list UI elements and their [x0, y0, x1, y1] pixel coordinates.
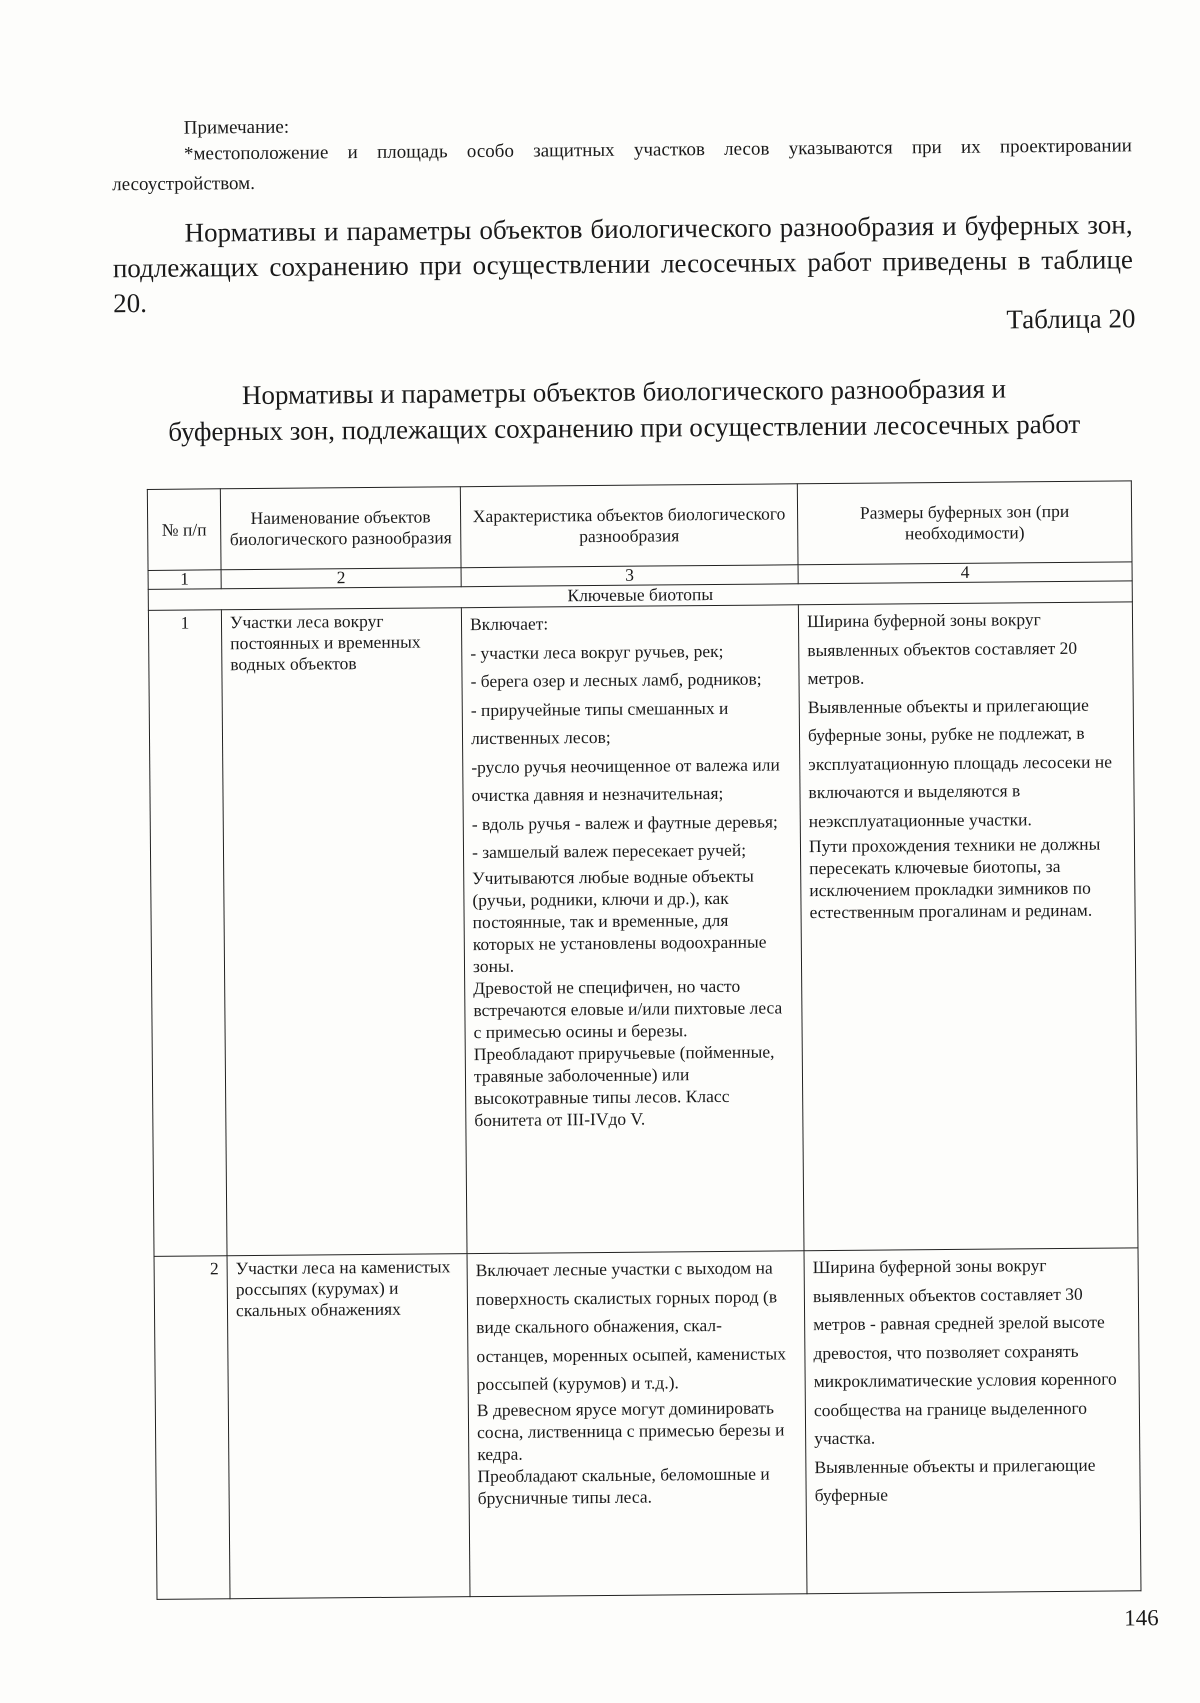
buffer-paragraph: Выявленные объекты и прилегающие буферные зоны, рубке не подлежат, в эксплуатационную площадь лесосеки не включаются и выделяются в неэксплуатационные участки. — [807, 694, 1113, 831]
table-row — [148, 602, 1138, 1257]
buffer-paragraph: Ширина буферной зоны вокруг выявленных объектов составляет 30 метров - равная средней зрелой высоте древостоя, что позволяет сохранять микроклиматические условия коренного сообщества на границе выделенного участка. — [812, 1255, 1117, 1449]
page-number: 146 — [1124, 1605, 1159, 1631]
characteristic-paragraph: Преобладают приручьевые (пойменные, травяные заболоченные) или высокотравные типы лесов. Класс бонитета от III-IVдо V. — [473, 1040, 775, 1130]
characteristic-paragraph: Включает лесные участки с выходом на поверхность скалистых горных пород (в виде скального обнажения, скал- останцев, моренных осыпей, каменистых россыпей (курумов) и т.д.). — [475, 1257, 786, 1395]
note-label: Примечание: — [183, 116, 290, 139]
characteristic-paragraph: Учитываются любые водные объекты (ручьи, родники, ключи и др.), как постоянные, так и временные, для которых не установлены водоохранные зоны. — [472, 865, 767, 976]
section-title: Ключевые биотопы — [148, 581, 1132, 611]
characteristic-line: - вдоль ручья - валеж и фаутные деревья; — [471, 810, 778, 834]
characteristic-paragraph: Древостой не специфичен, но часто встречаются еловые и/или пихтовые леса с примесью осины и березы. — [473, 975, 783, 1042]
column-number: 3 — [461, 565, 798, 587]
table-header-row — [147, 481, 1132, 571]
object-characteristics — [461, 605, 804, 1254]
buffer-zone-size — [804, 1248, 1141, 1594]
characteristic-line: -русло ручья неочищенное от валежа или очистка давняя и незначительная; — [471, 753, 780, 806]
intro-paragraph: Нормативы и параметры объектов биологического разнообразия и буферных зон, подлежащих сохранению при осуществлении лесосечных работ приведены в таблице 20. — [112, 209, 1133, 319]
buffer-paragraph: Ширина буферной зоны вокруг выявленных объектов составляет 20 метров. — [806, 609, 1078, 689]
table-title-line-2: буферных зон, подлежащих сохранению при осуществлении лесосечных работ — [168, 408, 1081, 447]
buffer-zone-size — [798, 602, 1138, 1251]
column-number: 2 — [221, 568, 461, 589]
characteristic-paragraph: Преобладают скальные, беломошные и брусничные типы леса. — [477, 1463, 770, 1508]
characteristic-line: - берега озер и лесных ламб, родников; — [470, 668, 762, 692]
header-characteristics: Характеристика объектов биологического разнообразия — [460, 484, 798, 568]
buffer-paragraph: Пути прохождения техники не должны пересекать ключевые биотопы, за исключением прокладки зимников по естественным прогалинам и рединам. — [808, 833, 1101, 923]
table-reference: Таблица 20 — [1006, 303, 1136, 335]
header-number: № п/п — [147, 489, 221, 571]
header-object-name: Наименование объектов биологического разнообразия — [220, 487, 461, 570]
column-number: 4 — [798, 562, 1132, 584]
characteristic-line: - участки леса вокруг ручьев, рек; — [470, 640, 724, 663]
note-text: *местоположение и площадь особо защитных участков лесов указываются при их проектировании лесоустройством. — [112, 135, 1132, 196]
characteristic-paragraph: В древесном ярусе могут доминировать сосна, лиственница с примесью березы и кедра. — [476, 1397, 785, 1464]
characteristic-line: - приручейные типы смешанных и лиственных лесов; — [470, 697, 729, 749]
row-number: 1 — [148, 610, 227, 1257]
header-buffer-size: Размеры буферных зон (при необходимости) — [797, 481, 1132, 565]
object-characteristics — [467, 1251, 807, 1597]
row-number: 2 — [154, 1256, 230, 1600]
object-name: Участки леса вокруг постоянных и временных водных объектов — [221, 608, 467, 1256]
characteristic-line: - замшелый валеж пересекает ручей; — [471, 839, 747, 863]
characteristic-line: Включает: — [469, 613, 549, 635]
buffer-paragraph: Выявленные объекты и прилегающие буферные — [814, 1454, 1096, 1506]
biodiversity-table — [147, 480, 1142, 1600]
column-number: 1 — [148, 570, 221, 590]
table-title-line-1: Нормативы и параметры объектов биологического разнообразия и — [241, 373, 1007, 411]
table-title — [114, 369, 1135, 450]
table-row — [154, 1248, 1141, 1600]
object-name: Участки леса на каменистых россыпях (курумах) и скальных обнажениях — [227, 1254, 470, 1599]
